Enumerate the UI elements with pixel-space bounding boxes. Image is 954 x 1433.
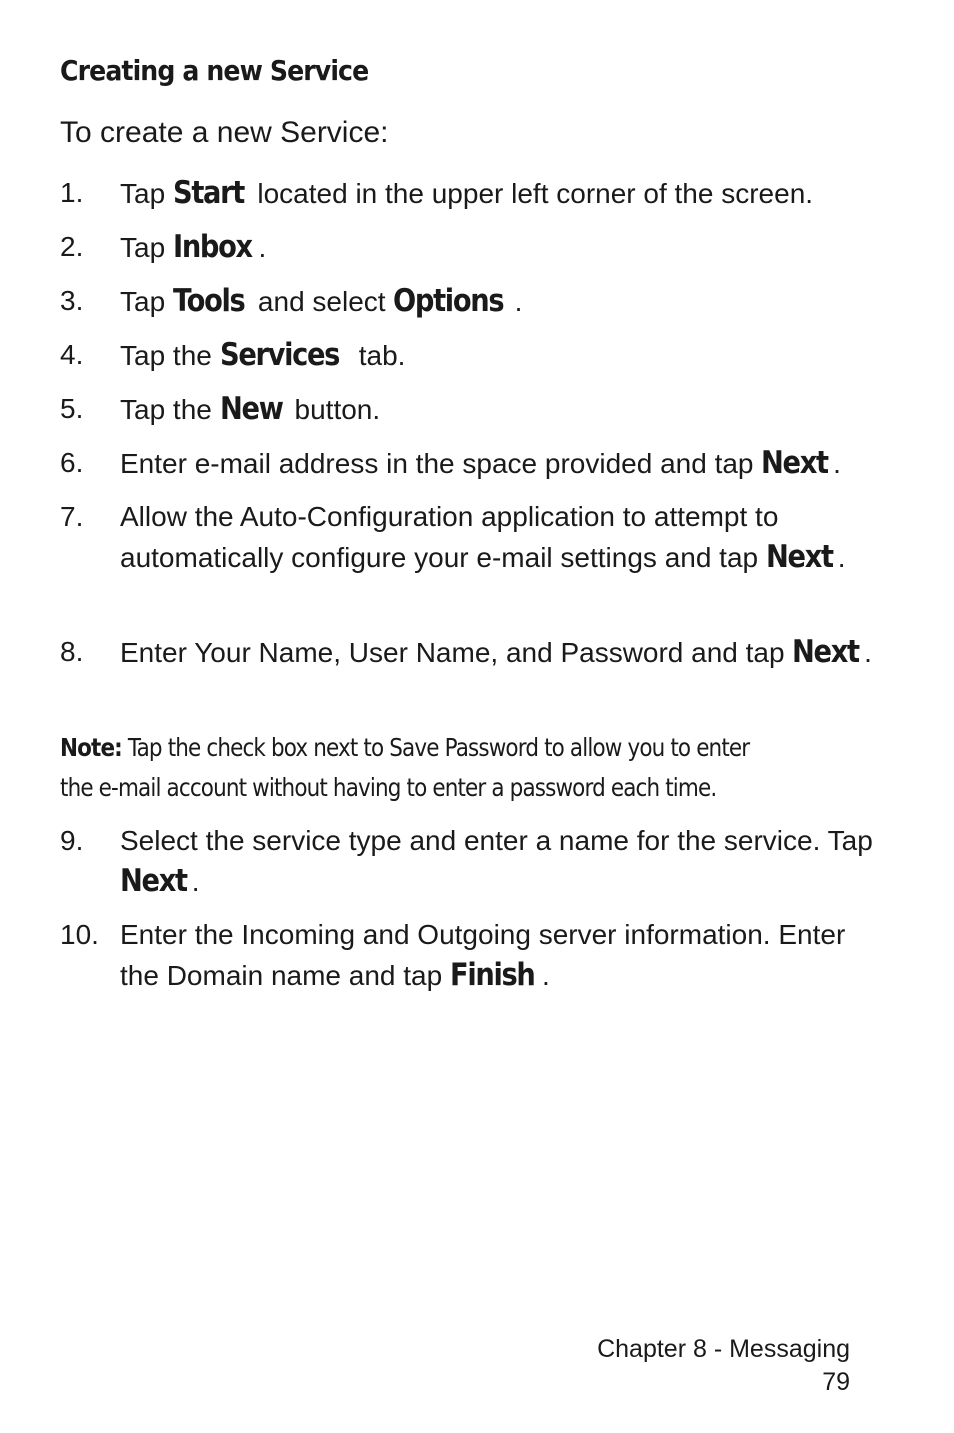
- step-5: [60, 389, 890, 430]
- step-1: [60, 173, 890, 214]
- intro-text: To create a new Service:: [60, 116, 389, 149]
- step-number: 10.: [60, 919, 99, 950]
- step-body: Enter e-mail address in the space provided and tap Next .: [120, 445, 841, 481]
- step-body: Tap Inbox .: [120, 229, 267, 265]
- step-body: Tap Start located in the upper left corner of the screen.: [120, 175, 814, 211]
- section-heading: Creating a new Service: [60, 54, 369, 87]
- step-number: 5.: [60, 393, 84, 424]
- step-number: 7.: [60, 501, 84, 532]
- keyword-next: Next: [761, 445, 828, 481]
- note-box: [60, 728, 890, 808]
- page-footer: [597, 1333, 850, 1399]
- step-2: [60, 227, 890, 268]
- keyword-next: Next: [792, 634, 860, 670]
- step-body: Select the service type and enter a name for the service. Tap Next .: [120, 825, 873, 899]
- step-body: Tap Tools and select Options .: [120, 283, 523, 319]
- keyword-options: Options: [393, 283, 504, 319]
- step-body: Enter the Incoming and Outgoing server information. Enter the Domain name and tap Finish .: [120, 919, 846, 993]
- step-number: 9.: [60, 825, 84, 856]
- step-9: [60, 821, 890, 902]
- note-label: Note:: [60, 733, 122, 762]
- step-number: 3.: [60, 285, 84, 316]
- step-body: Tap the Services tab.: [120, 337, 406, 373]
- keyword-start: Start: [172, 175, 244, 211]
- step-6: [60, 443, 890, 484]
- step-body: Tap the New button.: [120, 391, 381, 427]
- step-10: [60, 915, 890, 996]
- chapter-label: Chapter 8 - Messaging: [597, 1335, 850, 1363]
- step-4: [60, 335, 890, 376]
- step-7: [60, 497, 890, 578]
- keyword-finish: Finish: [449, 957, 535, 993]
- step-number: 6.: [60, 447, 84, 478]
- step-8: [60, 632, 890, 673]
- keyword-next: Next: [765, 539, 833, 575]
- keyword-next: Next: [120, 863, 187, 899]
- keyword-inbox: Inbox: [172, 229, 252, 265]
- step-body: Enter Your Name, User Name, and Password and tap Next .: [120, 634, 872, 670]
- step-3: [60, 281, 890, 322]
- page-number: 79: [822, 1368, 850, 1396]
- keyword-new: New: [219, 391, 283, 427]
- keyword-tools: Tools: [172, 283, 245, 319]
- step-number: 2.: [60, 231, 84, 262]
- step-body: Allow the Auto-Configuration application to attempt to automatically configure your e-mail settings and tap Next .: [120, 501, 846, 575]
- keyword-services: Services: [219, 337, 339, 373]
- note-line-2: the e-mail account without having to enter a password each time.: [60, 773, 717, 802]
- step-number: 8.: [60, 636, 84, 667]
- step-number: 1.: [60, 177, 84, 208]
- note-line-1: Note: Tap the check box next to Save Password to allow you to enter: [60, 733, 750, 762]
- step-number: 4.: [60, 339, 84, 370]
